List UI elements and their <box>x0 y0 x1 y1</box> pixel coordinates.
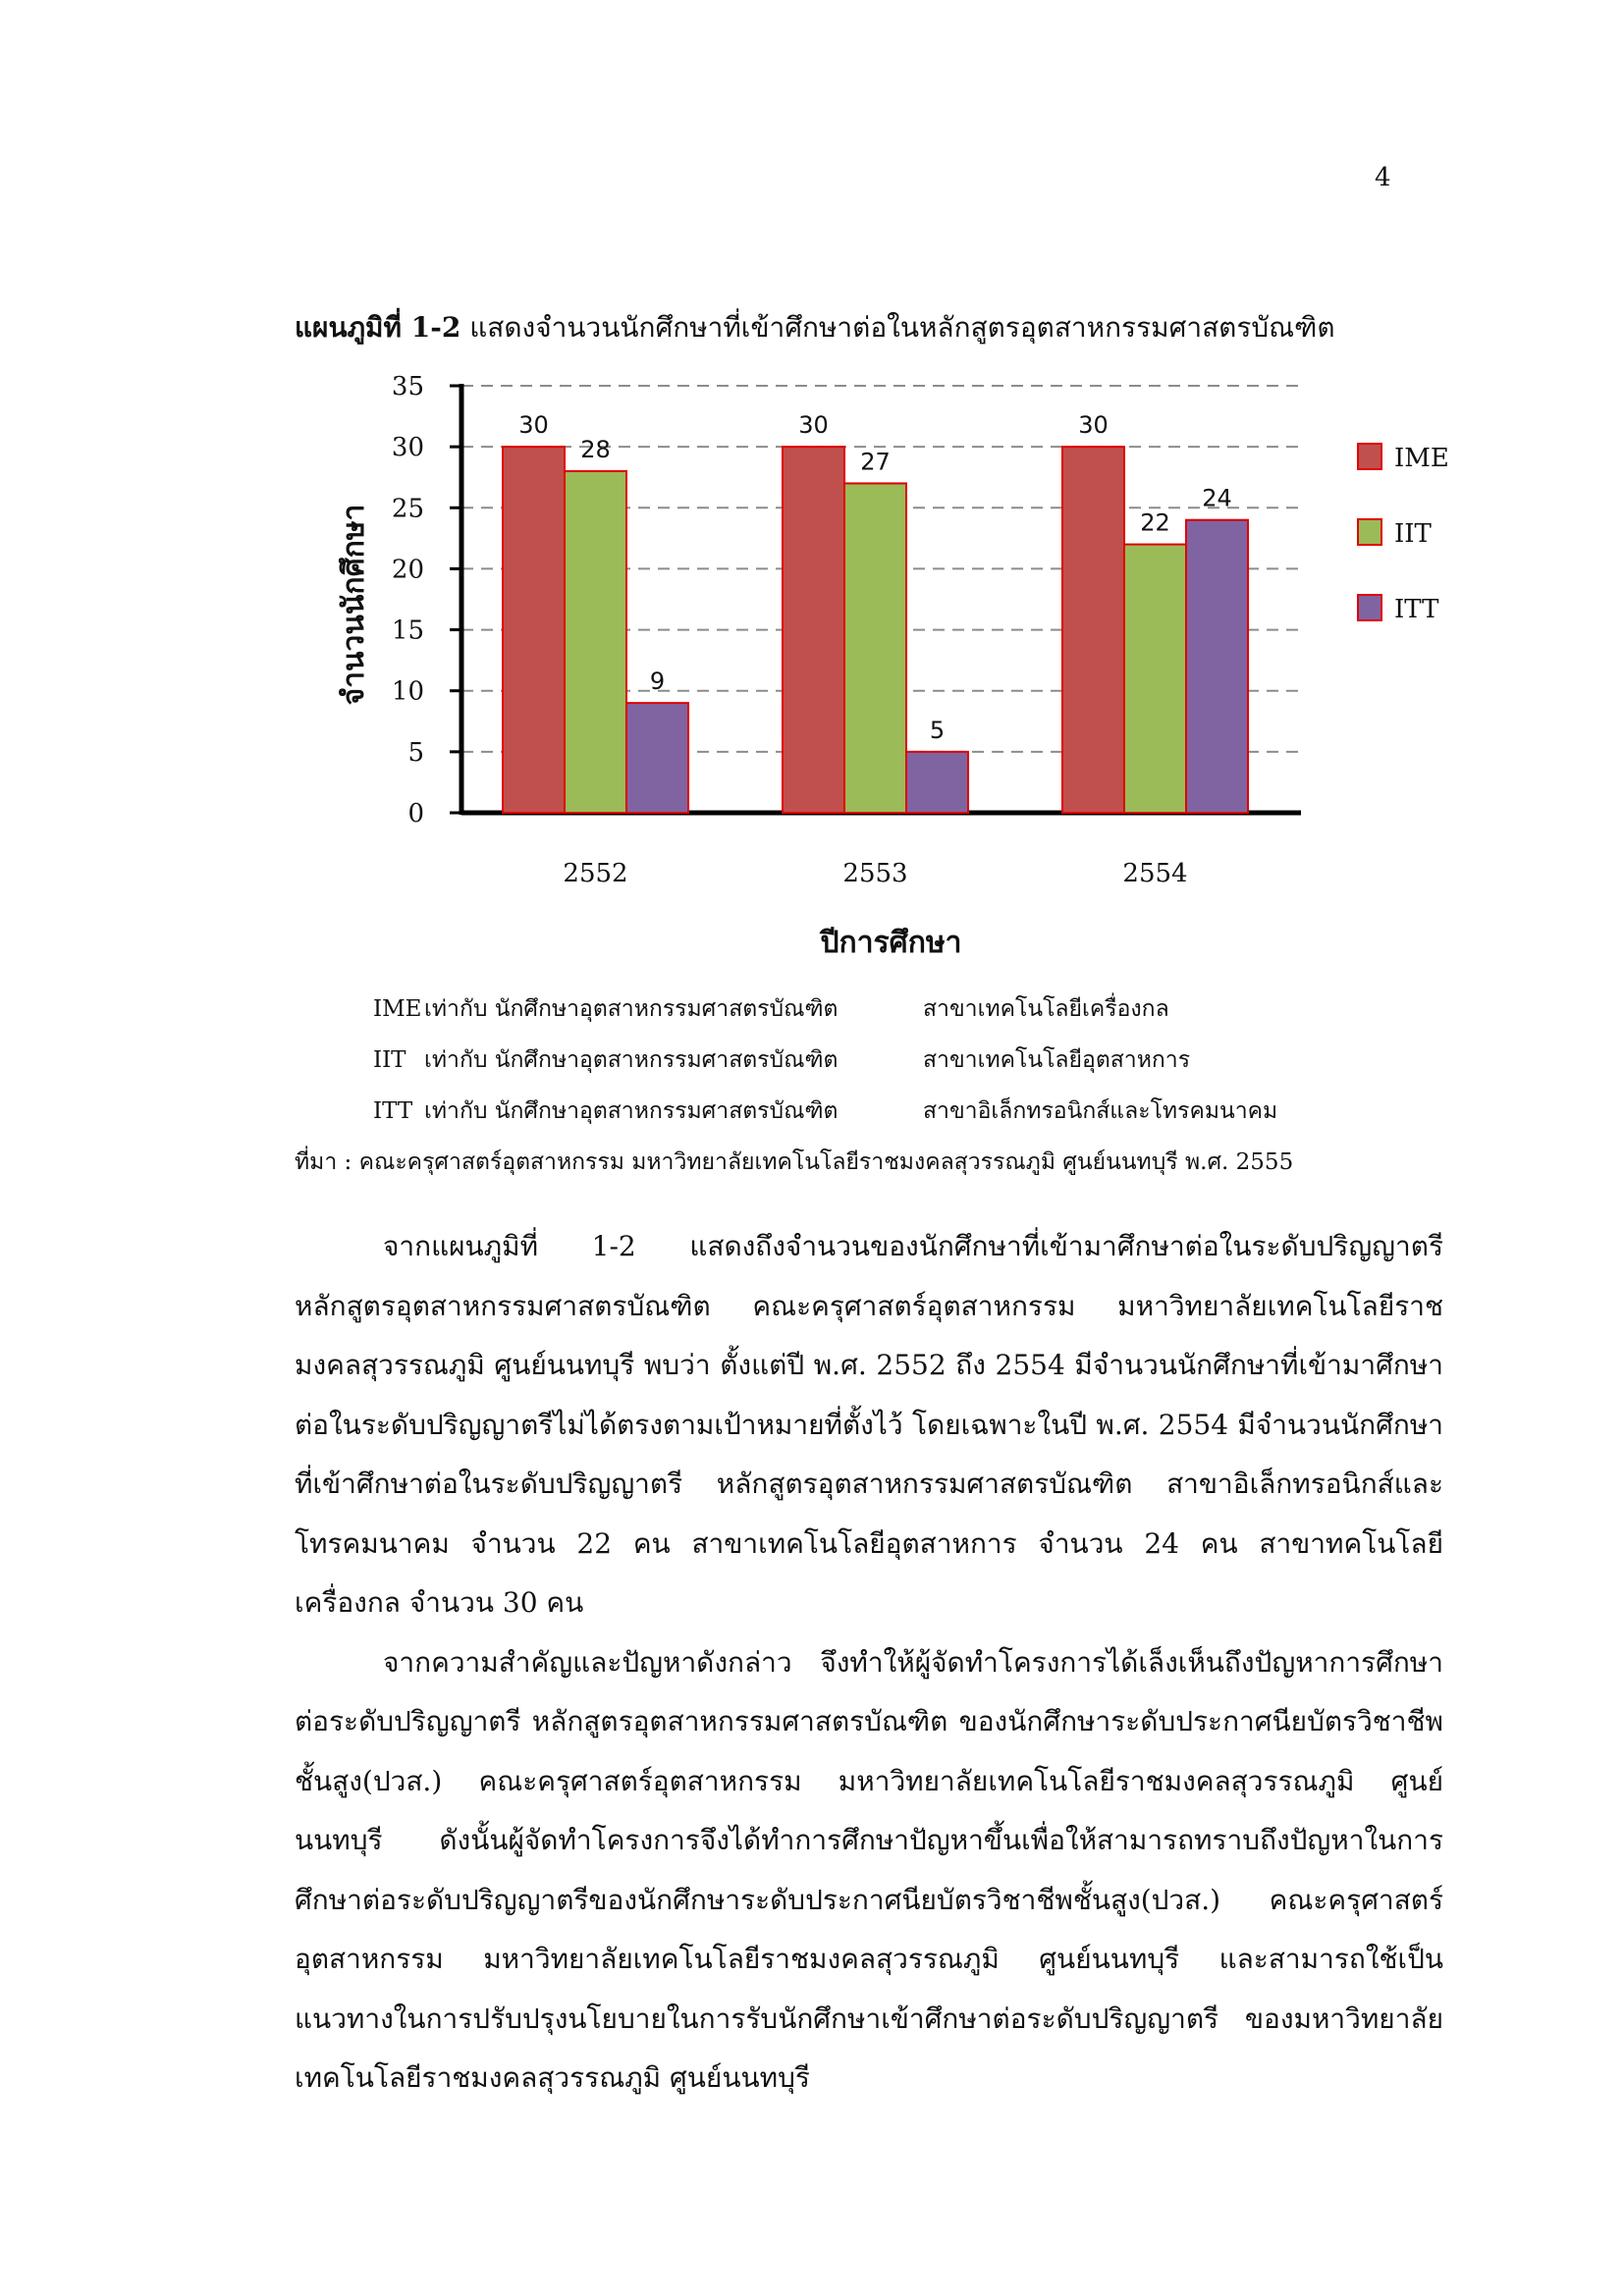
figure-source: ที่มา : คณะครุศาสตร์อุตสาหกรรม มหาวิทยาลัยเทคโนโลยีราชมงคลสุวรรณภูมิ ศูนย์นนทบุรี พ.ศ. 2555 <box>295 1149 1294 1175</box>
legend-swatch <box>1358 595 1381 620</box>
x-axis-title: ปีการศึกษา <box>820 926 962 960</box>
legend-label: IIT <box>1394 519 1432 549</box>
y-axis-title: จำนวนนักศึกษา <box>337 504 371 706</box>
legend-key-row <box>373 991 1453 1027</box>
legend-key-branch: สาขาเทคโนโลยีเครื่องกล <box>923 996 1169 1022</box>
legend-swatch <box>1358 444 1381 469</box>
y-tick-label: 20 <box>391 555 424 585</box>
body-text <box>295 1217 1443 2109</box>
x-tick-label: 2554 <box>1122 859 1188 888</box>
legend-label: IME <box>1394 444 1449 473</box>
y-tick-label: 5 <box>407 737 424 768</box>
data-label: 30 <box>798 411 829 440</box>
legend-key-desc: เท่ากับ นักศึกษาอุตสาหกรรมศาสตรบัณฑิต <box>424 1047 839 1073</box>
y-tick-label: 25 <box>391 494 424 524</box>
x-tick-label: 2553 <box>842 859 908 888</box>
y-tick-label: 10 <box>391 676 424 707</box>
figure-caption-label: แผนภูมิที่ 1-2 <box>295 311 461 344</box>
bar <box>844 483 906 813</box>
paragraph: จากแผนภูมิที่ 1-2 แสดงถึงจำนวนของนักศึกษาที่เข้ามาศึกษาต่อในระดับปริญญาตรี หลักสูตรอุตสาหกรรมศาสตรบัณฑิต คณะครุศาสตร์อุตสาหกรรม มหาวิทยาลัยเทคโนโลยีราชมงคลสุวรรณภูมิ ศูนย์นนทบุรี พบว่า ตั้งแต่ปี พ.ศ. 2552 ถึง 2554 มีจำนวนนักศึกษาที่เข้ามาศึกษาต่อในระดับปริญญาตรีไม่ได้ตรงตามเป้าหมายที่ตั้งไว้ โดยเฉพาะในปี พ.ศ. 2554 มีจำนวนนักศึกษาที่เข้าศึกษาต่อในระดับปริญญาตรี หลักสูตรอุตสาหกรรมศาสตรบัณฑิต สาขาอิเล็กทรอนิกส์และโทรคมนาคม จำนวน 22 คน สาขาเทคโนโลยีอุตสาหการ จำนวน 24 คน สาขาทคโนโลยีเครื่องกล จำนวน 30 คน <box>295 1230 1443 1619</box>
y-tick-label: 30 <box>391 433 424 463</box>
data-label: 22 <box>1140 508 1170 537</box>
legend-key-branch: สาขาเทคโนโลยีอุตสาหการ <box>923 1047 1191 1073</box>
bar-chart <box>0 0 1624 982</box>
legend-key-desc: เท่ากับ นักศึกษาอุตสาหกรรมศาสตรบัณฑิต <box>424 1098 839 1124</box>
bar <box>1062 447 1124 813</box>
data-label: 5 <box>929 716 946 744</box>
bar <box>783 447 844 813</box>
legend-key-desc: เท่ากับ นักศึกษาอุตสาหกรรมศาสตรบัณฑิต <box>424 996 839 1022</box>
bar <box>626 703 688 813</box>
bar <box>1186 520 1248 813</box>
bar <box>503 447 565 813</box>
data-label: 30 <box>518 411 549 440</box>
figure-caption-text: แสดงจำนวนนักศึกษาที่เข้าศึกษาต่อในหลักสูตรอุตสาหกรรมศาสตรบัณฑิต <box>469 311 1335 344</box>
data-label: 30 <box>1078 411 1109 440</box>
legend-label: ITT <box>1394 595 1439 624</box>
data-label: 24 <box>1202 484 1232 512</box>
legend-key-row <box>373 1042 1453 1078</box>
legend-swatch <box>1358 519 1381 545</box>
y-tick-label: 35 <box>391 372 424 401</box>
bar <box>906 752 968 813</box>
y-tick-label: 15 <box>391 615 424 646</box>
data-label: 9 <box>649 667 666 696</box>
legend-key-row <box>373 1094 1453 1129</box>
bar <box>565 471 626 813</box>
data-label: 28 <box>580 436 611 463</box>
legend-key-branch: สาขาอิเล็กทรอนิกส์และโทรคมนาคม <box>923 1098 1278 1124</box>
y-tick-label: 0 <box>407 799 424 828</box>
x-tick-label: 2552 <box>563 859 628 888</box>
paragraph: จากความสำคัญและปัญหาดังกล่าว จึงทำให้ผู้จัดทำโครงการได้เล็งเห็นถึงปัญหาการศึกษาต่อระดับปริญญาตรี หลักสูตรอุตสาหกรรมศาสตรบัณฑิต ของนักศึกษาระดับประกาศนียบัตรวิชาชีพชั้นสูง(ปวส.) คณะครุศาสตร์อุตสาหกรรม มหาวิทยาลัยเทคโนโลยีราชมงคลสุวรรณภูมิ ศูนย์นนทบุรี ดังนั้นผู้จัดทำโครงการจึงได้ทำการศึกษาปัญหาขึ้นเพื่อให้สามารถทราบถึงปัญหาในการศึกษาต่อระดับปริญญาตรีของนักศึกษาระดับประกาศนียบัตรวิชาชีพชั้นสูง(ปวส.) คณะครุศาสตร์อุตสาหกรรม มหาวิทยาลัยเทคโนโลยีราชมงคลสุวรรณภูมิ ศูนย์นนทบุรี และสามารถใช้เป็นแนวทางในการปรับปรุงนโยบายในการรับนักศึกษาเข้าศึกษาต่อระดับปริญญาตรี ของมหาวิทยาลัยเทคโนโลยีราชมงคลสุวรรณภูมิ ศูนย์นนทบุรี <box>295 1645 1443 2094</box>
legend-key-abbr: IIT <box>373 1047 406 1073</box>
legend-key-abbr: ITT <box>373 1098 413 1124</box>
page-number: 4 <box>1375 163 1391 192</box>
bar <box>1124 545 1186 813</box>
legend-key-abbr: IME <box>373 996 422 1022</box>
data-label: 27 <box>860 448 891 476</box>
